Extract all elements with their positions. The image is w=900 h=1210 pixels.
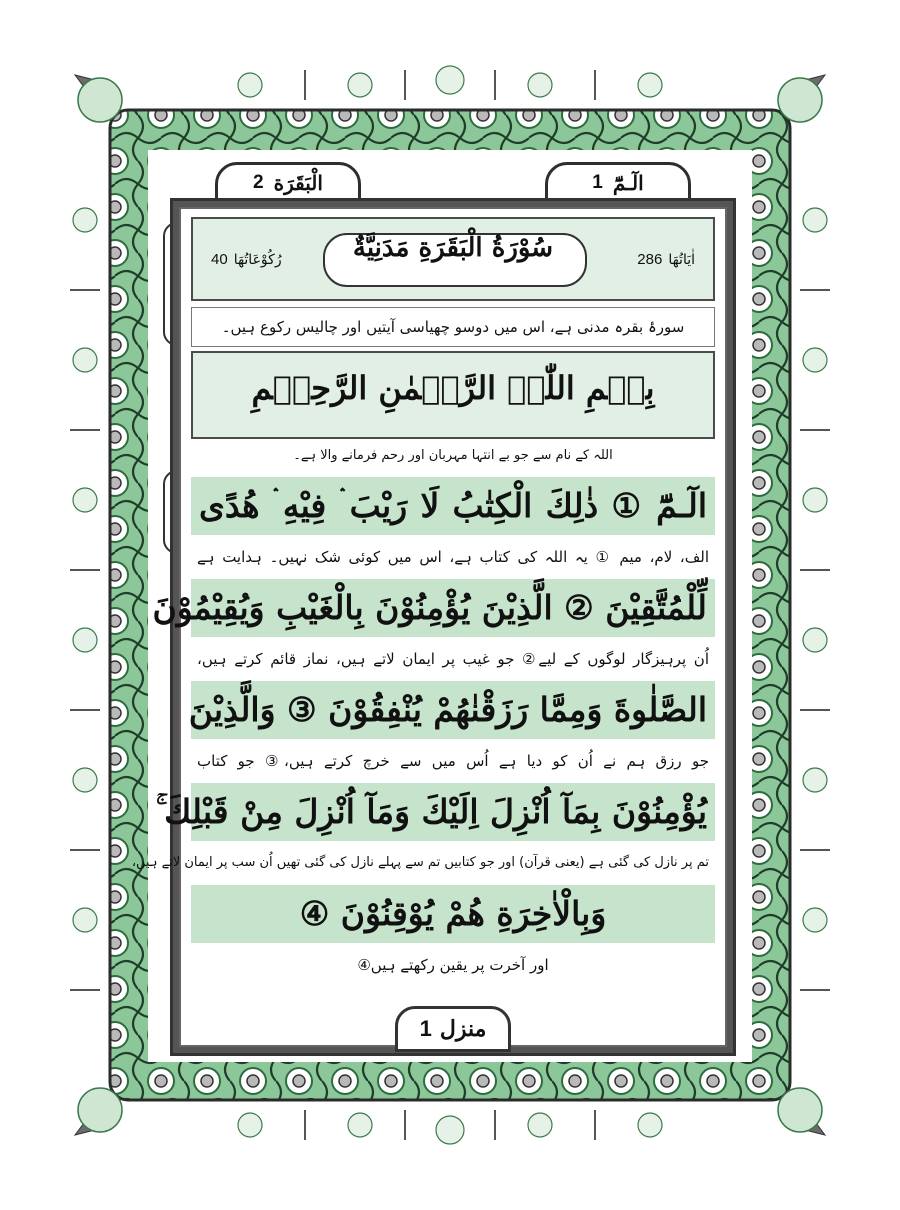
translation-line-1: الف، لام، میم ① یہ اللہ کی کتاب ہے، اس میں کوئی شک نہیں۔ ہدایت ہے (197, 548, 709, 566)
translation-line-3: جو رزق ہم نے اُن کو دیا ہے اُس میں سے خرچ کرتے ہیں،③ جو کتاب (197, 752, 709, 770)
translation-line-4: تم پر نازل کی گئی ہے (یعنی قرآن) اور جو کتابیں تم سے پہلے نازل کی گئی تھیں اُن سب پر ایمان لاتے ہیں، (131, 855, 709, 870)
bismillah-arabic: بِسۡمِ اللّٰہِ الرَّحۡمٰنِ الرَّحِیۡمِ (251, 369, 655, 407)
translation-line-5: اور آخرت پر یقین رکھتے ہیں④ (357, 956, 549, 974)
juz-header-label: الٓـمّٓ (612, 171, 644, 195)
verse-line-2: لِّلْمُتَّقِيْنَ ② الَّذِيْنَ يُؤْمِنُوْنَ بِالْغَيْبِ وَيُقِيْمُوْنَ (191, 579, 715, 637)
ayat-label: اٰيَاتُهَا (668, 251, 695, 268)
translation-line-2: اُن پرہیزگار لوگوں کے لیے② جو غیب پر ایمان لاتے ہیں، نماز قائم کرتے ہیں، (197, 650, 709, 668)
ruku-count-info (211, 251, 282, 268)
manzil-label: منزل (439, 1016, 487, 1042)
manzil-number: 1 (419, 1016, 432, 1041)
page-content (131, 207, 727, 1047)
surah-header-label: الْبَقَرَة (273, 171, 323, 195)
verse-line-5: وَبِالْاٰخِرَةِ هُمْ يُوْقِنُوْنَ ④ (191, 885, 715, 943)
surah-title: سُوْرَةُ الْبَقَرَةِ مَدَنِيَّةٌ (352, 233, 554, 263)
verse-line-1: الٓـمّٓ ① ذٰلِكَ الْكِتٰبُ لَا رَيْبَ ۛ فِيْهِ ۛ هُدًى (191, 477, 715, 535)
bismillah-translation: اللہ کے نام سے جو بے انتہا مہربان اور رحم فرمانے والا ہے۔ (293, 448, 613, 463)
page-number: 1 (592, 172, 603, 193)
ayat-count: 286 (637, 251, 663, 268)
surah-title-box (191, 217, 715, 301)
surah-number: 2 (253, 172, 264, 193)
verse-line-4: يُؤْمِنُوْنَ بِمَآ اُنْزِلَ اِلَيْكَ وَمَآ اُنْزِلَ مِنْ قَبْلِكَ ۚ (191, 783, 715, 841)
surah-intro-note: سورۂ بقرہ مدنی ہے، اس میں دوسو چھیاسی آیتیں اور چالیس رکوع ہیں۔ (191, 307, 715, 347)
ayat-count-info (637, 251, 695, 268)
ruku-count: 40 (211, 251, 228, 268)
verse-line-3: الصَّلٰوةَ وَمِمَّا رَزَقْنٰهُمْ يُنْفِقُوْنَ ③ وَالَّذِيْنَ (191, 681, 715, 739)
ruku-label: رُكُوْعَاتُهَا (233, 251, 282, 268)
page-frame (131, 198, 736, 1056)
bismillah-box (191, 351, 715, 439)
manzil-tab (395, 1006, 511, 1052)
